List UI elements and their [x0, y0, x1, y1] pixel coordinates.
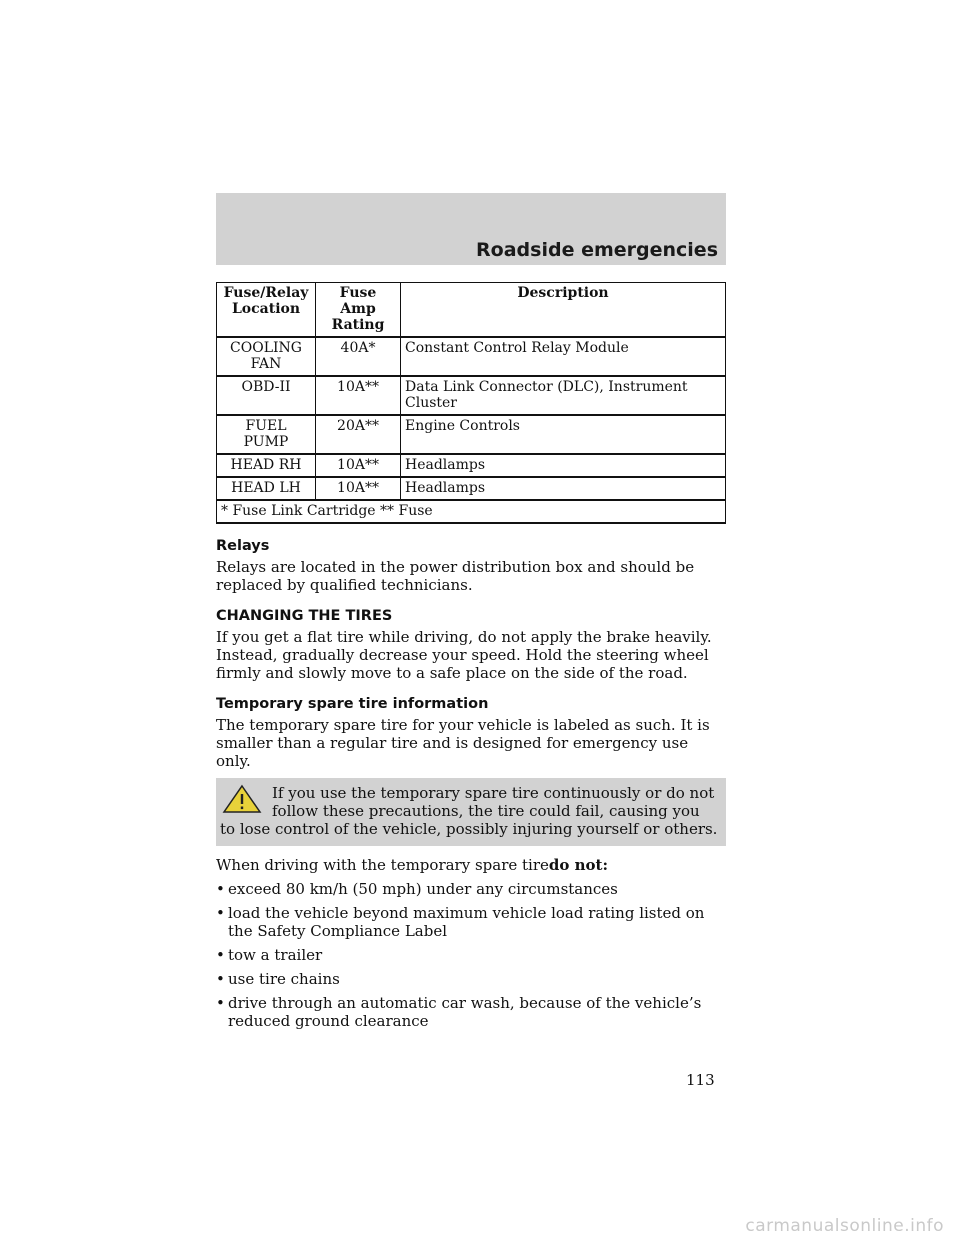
list-item: [216, 970, 726, 988]
table-cell: OBD-II: [217, 376, 316, 415]
table-cell: Headlamps: [401, 454, 726, 477]
table-cell: 20A**: [316, 415, 401, 454]
table-cell: 40A*: [316, 337, 401, 376]
table-cell: Headlamps: [401, 477, 726, 500]
list-item-text: tow a trailer: [228, 946, 323, 964]
table-row: [217, 337, 726, 376]
warning-triangle-icon: [220, 784, 264, 814]
list-item: [216, 946, 726, 964]
changing-tires-text: If you get a flat tire while driving, do not apply the brake heavily. Instead, gradually decrease your speed. Hold the steering wheel firmly and slowly move to a safe place on the side of the road.: [216, 628, 712, 682]
section-title: Roadside emergencies: [476, 239, 718, 261]
table-footnote: * Fuse Link Cartridge ** Fuse: [217, 500, 726, 523]
spare-tire-text: The temporary spare tire for your vehicle is labeled as such. It is smaller than a regular tire and is designed for emergency use only.: [216, 716, 710, 770]
table-cell: HEAD RH: [217, 454, 316, 477]
warning-box: [216, 778, 726, 846]
table-cell: Constant Control Relay Module: [401, 337, 726, 376]
table-header: Fuse Amp Rating: [316, 283, 401, 338]
bullet: •: [216, 904, 225, 922]
list-item-text: drive through an automatic car wash, because of the vehicle’s reduced ground clearance: [228, 994, 702, 1030]
table-row: [217, 376, 726, 415]
table-row: [217, 477, 726, 500]
section-header: [216, 193, 726, 265]
table-cell: Engine Controls: [401, 415, 726, 454]
table-cell: HEAD LH: [217, 477, 316, 500]
watermark: carmanualsonline.info: [745, 1216, 944, 1236]
list-item: [216, 880, 726, 898]
driving-intro-emphasis: do not:: [548, 856, 608, 874]
table-header: Description: [401, 283, 726, 338]
bullet: •: [216, 880, 225, 898]
bullet: •: [216, 946, 225, 964]
driving-intro: [216, 856, 726, 874]
restrictions-list: [216, 880, 726, 1030]
driving-intro-text: When driving with the temporary spare tire: [216, 856, 549, 874]
list-item-text: exceed 80 km/h (50 mph) under any circumstances: [228, 880, 618, 898]
table-cell: COOLING FAN: [217, 337, 316, 376]
table-header: Fuse/Relay Location: [217, 283, 316, 338]
bullet: •: [216, 970, 225, 988]
table-row: [217, 415, 726, 454]
page-number: 113: [686, 1071, 715, 1089]
relays-heading: Relays: [216, 538, 270, 554]
table-cell: FUEL PUMP: [217, 415, 316, 454]
table-footnote-row: [217, 500, 726, 523]
table-cell: 10A**: [316, 477, 401, 500]
fuse-table: [216, 282, 726, 524]
table-cell: 10A**: [316, 454, 401, 477]
table-header-row: [217, 283, 726, 338]
table-cell: 10A**: [316, 376, 401, 415]
list-item: [216, 904, 726, 940]
relays-text: Relays are located in the power distribution box and should be replaced by qualified technicians.: [216, 558, 695, 594]
warning-text: If you use the temporary spare tire continuously or do not follow these precautions, the tire could fail, causing you to lose control of the vehicle, possibly injuring yourself or others.: [220, 784, 718, 838]
list-item: [216, 994, 726, 1030]
list-item-text: use tire chains: [228, 970, 340, 988]
changing-tires-heading: CHANGING THE TIRES: [216, 608, 393, 624]
spare-tire-heading: Temporary spare tire information: [216, 696, 489, 712]
table-cell: Data Link Connector (DLC), Instrument Cluster: [401, 376, 726, 415]
table-row: [217, 454, 726, 477]
bullet: •: [216, 994, 225, 1012]
list-item-text: load the vehicle beyond maximum vehicle load rating listed on the Safety Compliance Label: [228, 904, 705, 940]
page-content: [216, 282, 726, 1036]
